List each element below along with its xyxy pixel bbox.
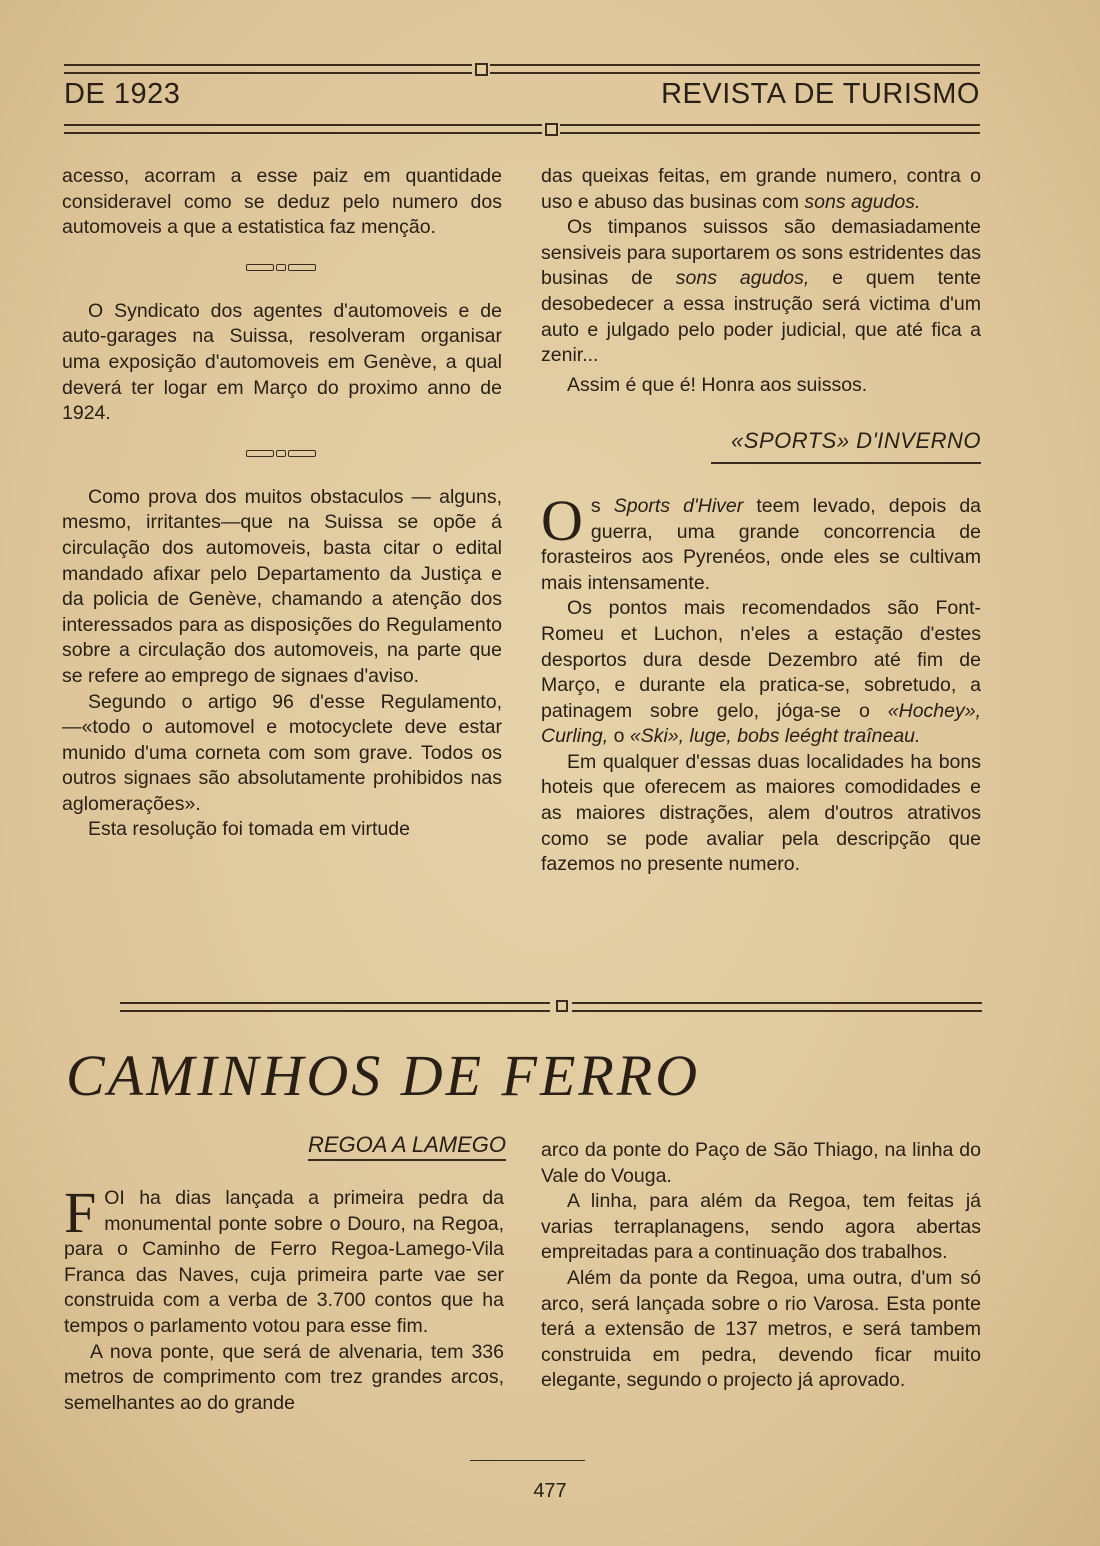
paragraph-primeira-pedra [64, 1180, 504, 1340]
section-rule-right [572, 1002, 982, 1012]
paragraph-varosa: Além da ponte da Regoa, uma outra, d'um só arco, será lançada sobre o rio Varosa. Esta ponte terá a extensão de 137 metros, e será tambem construida em pedra, devendo ficar muito elegante, segundo o projecto já aprovado. [541, 1266, 981, 1392]
sports-hiver-italic: Sports d'Hiver [613, 494, 744, 517]
timpanos-text-b: e quem tente desobedecer a essa instrução será victima d'um auto e julgado pelo poder judicial, que até fica a zenir... [541, 267, 981, 367]
paragraph-nova-ponte: A nova ponte, que será de alvenaria, tem 336 metros de comprimento com trez grandes arcos, semelhantes ao do grande [64, 1340, 504, 1414]
page-number-rule [470, 1460, 585, 1461]
railway-subtitle [66, 1132, 506, 1158]
paragraph-sports-hiver [541, 487, 982, 596]
sports-hiver-s: s [590, 494, 601, 517]
paragraph-timpanos [541, 215, 981, 369]
paragraph-complaints [541, 164, 981, 215]
header-ornament-bottom [545, 123, 558, 136]
header-rule-top-right [490, 64, 980, 74]
paragraph-honra: Assim é que é! Honra aos suissos. [567, 373, 868, 396]
railway-section-title: CAMINHOS DE FERRO [66, 1043, 701, 1108]
sports-hiver-text: teem levado, depois da guerra, uma grande concorrencia de forasteiros aos Pyrenéos, onde eles se cultivam mais intensamente. [541, 494, 982, 594]
paragraph-statistics: acesso, acorram a esse paiz em quantidade consideravel como se deduz pelo numero dos automoveis a que a estatistica faz menção. [62, 165, 502, 239]
font-romeu-text: Os pontos mais recomendados são Font-Romeu et Luchon, n'eles a estação d'estes desportos dura desde Dezembro até fim de Março, e durante ela pratica-se, sobretudo, a patinagem sobre gelo, jóga-se o [541, 597, 981, 722]
complaints-text: das queixas feitas, em grande numero, contra o uso e abuso das businas com [541, 165, 981, 213]
railway-right-column [541, 1138, 981, 1394]
timpanos-text-a: Os timpanos suissos são demasiadamente sensiveis para suportarem os sons estridentes das businas de [541, 216, 981, 290]
font-romeu-hochey: «Hochey», [887, 699, 981, 722]
header-year: DE 1923 [64, 78, 181, 110]
sports-title-rule [711, 462, 981, 464]
left-column [62, 164, 502, 843]
drop-cap-o: O [541, 487, 583, 553]
header-magazine-name: REVISTA DE TURISMO [661, 78, 980, 110]
paragraph-linha: A linha, para além da Regoa, tem feitas já varias terraplanagens, sendo agora abertas empreitadas para a continuação dos trabalhos. [541, 1190, 981, 1264]
sports-section-title: «SPORTS» D'INVERNO [731, 428, 981, 454]
header-rule-bottom-right [560, 124, 980, 134]
railway-left-column [64, 1180, 504, 1416]
font-romeu-o: o [613, 725, 625, 748]
header-ornament-top [475, 63, 488, 76]
paragraph-article-96: Segundo o artigo 96 d'esse Regulamento,—«todo o automovel e motocyclete deve estar munido d'uma corneta com som grave. Todos os outros signaes são absolutamente prohibidos nas aglomerações». [62, 690, 502, 815]
complaints-italic: sons agudos. [804, 190, 921, 213]
section-rule-left [120, 1002, 550, 1012]
header-rule-bottom-left [64, 124, 542, 134]
paragraph-obstacles: Como prova dos muitos obstaculos — alguns, mesmo, irritantes—que na Suissa se opõe á circulação dos automoveis, basta citar o edital mandado afixar pelo Departamento da Justiça e da policia de Genève, chamando a atenção dos interessados para as disposições do Regulamento sobre a circulação dos automoveis, na parte que se refere ao emprego de signaes d'aviso. [62, 485, 502, 687]
ornament-separator [62, 441, 502, 471]
paragraph-arco: arco da ponte do Paço de São Thiago, na linha do Vale do Vouga. [541, 1139, 981, 1187]
ornament-separator [62, 255, 502, 285]
font-romeu-ski: «Ski», luge, bobs leéght traîneau. [629, 725, 921, 748]
timpanos-italic: sons agudos, [675, 267, 810, 290]
paragraph-hoteis: Em qualquer d'essas duas localidades ha bons hoteis que oferecem as maiores comodidades e as maiores distrações, alem d'outros atrativos como se pode avaliar pela descripção que fazemos no presente numero. [541, 750, 981, 876]
paragraph-syndicate: O Syndicato dos agentes d'automoveis e de auto-garages na Suissa, resolveram organisar uma exposição d'automoveis em Genève, a qual deverá ter logar em Março do proximo anno de 1924. [62, 299, 502, 425]
paragraph-resolution: Esta resolução foi tomada em virtude [88, 818, 410, 841]
font-romeu-curling: Curling, [541, 725, 609, 748]
sports-section-heading [541, 428, 981, 464]
page-number: 477 [533, 1480, 567, 1502]
primeira-pedra-text: OI ha dias lançada a primeira pedra da monumental ponte sobre o Douro, na Regoa, para o Caminho de Ferro Regoa-Lamego-Vila Franca das Naves, cuja primeira parte vae ser construida com a verba de 3.700 contos que ha tempos o parlamento votou para esse fim. [64, 1187, 504, 1337]
header-rule-top-left [64, 64, 472, 74]
paragraph-font-romeu [541, 596, 981, 750]
railway-subtitle-text: REGOA A LAMEGO [308, 1132, 506, 1161]
drop-cap-f: F [64, 1180, 97, 1245]
right-column [541, 164, 981, 878]
section-ornament [556, 1000, 568, 1012]
